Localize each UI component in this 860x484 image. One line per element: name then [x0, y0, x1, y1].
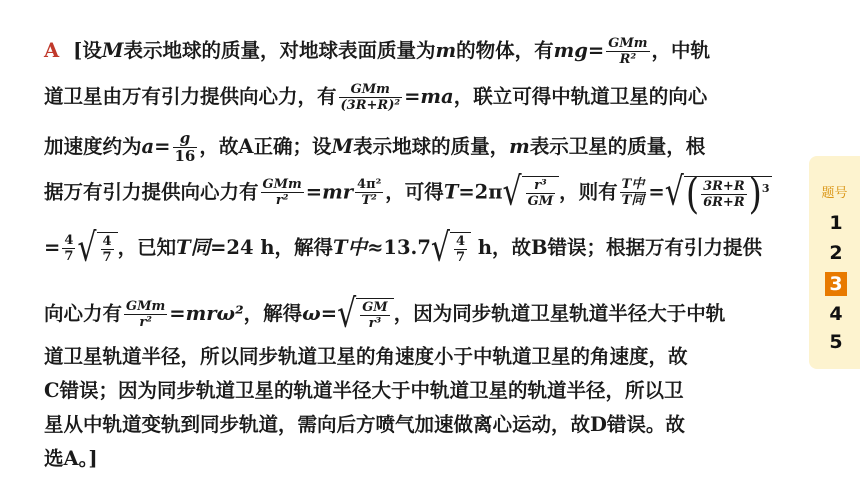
- text: 的物体，有: [456, 39, 554, 62]
- text: =: [305, 180, 323, 204]
- text: =24 h，解得: [210, 236, 334, 259]
- fraction: $\frac{\text{r³}}{GM}$: [527, 178, 554, 210]
- solution-line-2: [44, 82, 707, 113]
- text: ，则有: [559, 180, 618, 204]
- text: =: [404, 85, 421, 108]
- fraction: $\frac{\text{GMm}}{\text{r²}}$: [126, 299, 166, 330]
- question-nav-item-2[interactable]: 2: [829, 242, 843, 264]
- exponent: 3: [761, 182, 770, 195]
- question-nav-item-3[interactable]: 3: [825, 272, 847, 296]
- fraction: $\frac{\text{T中}}{\text{T同}}$: [621, 177, 645, 209]
- text: =: [320, 302, 338, 325]
- text: =: [44, 236, 61, 259]
- math: mg: [553, 39, 588, 62]
- sqrt-symbol: √ $\frac{4}{7}$: [77, 232, 117, 265]
- math: T同: [176, 236, 211, 259]
- text: 向心力有: [44, 302, 123, 325]
- solution-line-4: [44, 169, 772, 219]
- math: m: [509, 135, 530, 158]
- text: ，联立可得中轨道卫星的向心: [453, 85, 708, 108]
- solution-line-6: [44, 291, 726, 337]
- solution-line-1: [44, 36, 710, 67]
- solution-line-10: 选A。]: [44, 447, 98, 470]
- math: M: [101, 39, 124, 62]
- question-nav-item-1[interactable]: 1: [829, 212, 843, 234]
- text: =: [154, 135, 171, 158]
- text: 加速度约为: [44, 135, 142, 158]
- math: T: [443, 180, 459, 204]
- math: T中: [333, 236, 368, 259]
- text: ，因为同步轨道卫星轨道半径大于中轨: [393, 302, 726, 325]
- text: =: [648, 180, 665, 204]
- text: 表示卫星的质量，根: [529, 135, 706, 158]
- math: mr: [322, 180, 354, 204]
- fraction: $\frac{4}{7}$: [456, 234, 466, 265]
- text: 表示地球的质量，: [353, 135, 510, 158]
- text: =: [169, 302, 186, 325]
- question-nav-item-5[interactable]: 5: [829, 331, 843, 353]
- question-nav-panel: [809, 156, 860, 369]
- text: ，可得: [385, 180, 444, 204]
- text: =2π: [458, 180, 503, 204]
- math: ma: [420, 85, 454, 108]
- sqrt-symbol: √ $\frac{GM}{\text{r³}}$: [337, 298, 394, 331]
- text: ，故A正确；设: [199, 135, 332, 158]
- math: M: [331, 135, 354, 158]
- sqrt-symbol: √ $\frac{\text{r³}}{GM}$: [503, 176, 560, 209]
- answer-letter: A: [44, 39, 60, 62]
- solution-line-8: C错误；因为同步轨道卫星的轨道半径大于中轨道卫星的轨道半径，所以卫: [44, 379, 684, 402]
- text: 表示地球的质量，对地球表面质量为: [123, 39, 436, 62]
- solution-line-9: 星从中轨道变轨到同步轨道，需向后方喷气加速做离心运动，故D错误。故: [44, 413, 685, 436]
- fraction: $\frac{4}{7}$: [102, 234, 112, 265]
- text: [设: [73, 39, 102, 62]
- math: a: [141, 135, 155, 158]
- text: ≈13.7: [367, 236, 431, 259]
- solution-line-7: 道卫星轨道半径，所以同步轨道卫星的角速度小于中轨道卫星的角速度，故: [44, 345, 688, 368]
- sqrt-symbol: √ $\frac{4}{7}$: [431, 232, 471, 265]
- solution-line-3: [44, 130, 705, 165]
- math: ω: [302, 302, 321, 325]
- math: mrω²: [185, 302, 244, 325]
- fraction: $\frac{\text{GMm}}{\text{r²}}$: [262, 177, 302, 209]
- question-nav-item-4[interactable]: 4: [829, 303, 843, 325]
- text: =: [587, 39, 605, 62]
- fraction: $\frac{\text{GMm}}{\text{(3R+R)²}}$: [340, 82, 401, 113]
- fraction: $\frac{\text{4π²}}{\text{T²}}$: [357, 177, 382, 209]
- text: ，中轨: [651, 39, 711, 62]
- question-nav-title: 题号: [821, 186, 848, 201]
- sqrt-symbol: √( $\frac{3R+R}{6R+R}$ )$^3$: [664, 169, 770, 219]
- solution-line-5: [44, 225, 763, 271]
- text: ，解得: [243, 302, 303, 325]
- fraction: $\frac{g}{16}$: [174, 129, 196, 165]
- text: 道卫星由万有引力提供向心力，有: [44, 85, 337, 108]
- text: 据万有引力提供向心力有: [44, 180, 259, 204]
- fraction: $\frac{GM}{\text{r³}}$: [362, 300, 388, 331]
- math: m: [435, 39, 457, 62]
- fraction: $\frac{4}{7}$: [64, 233, 74, 264]
- text: h，故B错误；根据万有引力提供: [471, 236, 763, 259]
- fraction: $\frac{\text{GMm}}{\text{R²}}$: [608, 36, 648, 67]
- text: ，已知: [117, 236, 177, 259]
- fraction: $\frac{3R+R}{6R+R}$: [703, 178, 745, 210]
